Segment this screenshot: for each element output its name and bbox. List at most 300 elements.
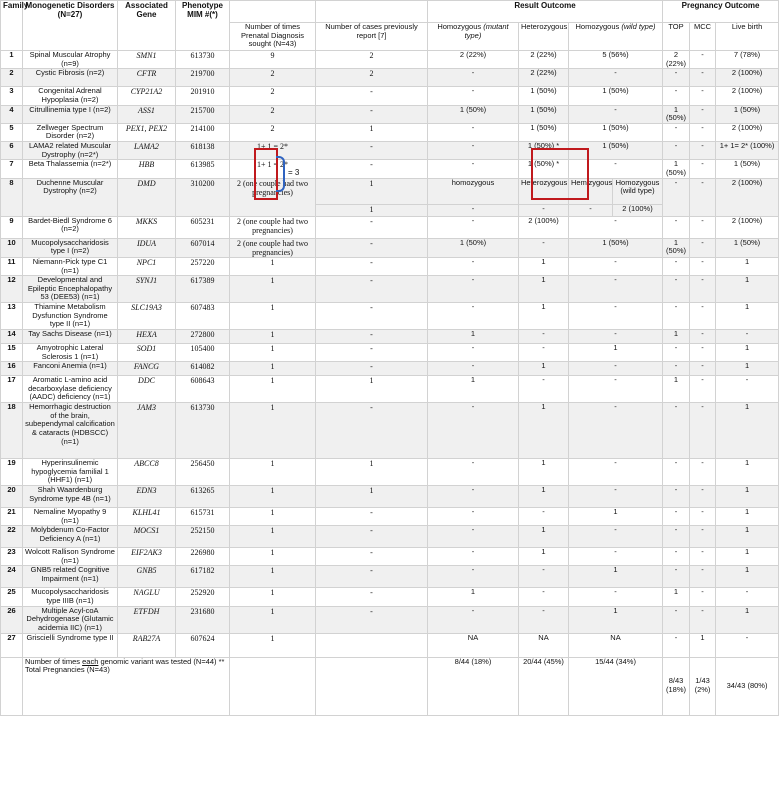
gene-cell: ABCC8	[118, 459, 176, 486]
homo-wild-cell: 1 (50%)	[569, 87, 663, 105]
homo-wild-cell: -	[569, 588, 663, 606]
family-cell: 13	[1, 303, 23, 330]
mim-cell: 613265	[176, 485, 230, 507]
family-cell: 14	[1, 329, 23, 343]
het-cell: 1 (50%)	[519, 105, 569, 123]
homo-mutant-cell: 1	[428, 329, 519, 343]
times-cell: 1	[230, 548, 316, 566]
homo-wild-cell: 2 (100%)	[613, 204, 663, 216]
het-cell: 1	[519, 459, 569, 486]
live-cell: 1	[716, 485, 779, 507]
cases-cell: -	[316, 216, 428, 238]
homo-mutant-cell: 1 (50%)	[428, 238, 519, 257]
mim-cell: 256450	[176, 459, 230, 486]
homo-mutant-cell: -	[428, 548, 519, 566]
live-cell: 1 (50%)	[716, 160, 779, 178]
homo-mutant-cell: -	[428, 362, 519, 376]
het-cell: -	[519, 329, 569, 343]
footer-family	[1, 657, 23, 715]
top-cell: 1	[663, 588, 690, 606]
family-cell: 19	[1, 459, 23, 486]
gene-cell: DMD	[118, 178, 176, 216]
homo-mutant-cell: 2 (22%)	[428, 51, 519, 69]
homo-mutant-cell: NA	[428, 633, 519, 657]
disorder-cell: Shah Waardenburg Syndrome type 4B (n=1)	[23, 485, 118, 507]
mcc-cell: -	[690, 376, 716, 403]
disorder-cell: Aromatic L-amino acid decarboxylase deficiency (AADC) deficiency (n=1)	[23, 376, 118, 403]
times-cell: 1	[230, 376, 316, 403]
cases-cell: -	[316, 362, 428, 376]
footer-top: 8/43 (18%)	[663, 657, 690, 715]
hemi-cell: -	[569, 204, 613, 216]
het-cell: -	[519, 204, 569, 216]
header-disorders: Monogenetic Disorders (N=27)	[23, 1, 118, 51]
table-row	[1, 459, 779, 486]
het-cell: -	[519, 588, 569, 606]
footer-homo-mutant: 8/44 (18%)	[428, 657, 519, 715]
times-cell: 1	[230, 633, 316, 657]
het-cell: 1 (50%)	[519, 87, 569, 105]
family-cell: 9	[1, 216, 23, 238]
het-cell: -	[519, 606, 569, 633]
top-cell: 1 (50%)	[663, 160, 690, 178]
table-row	[1, 606, 779, 633]
homo-wild-cell: -	[569, 303, 663, 330]
table-row	[1, 548, 779, 566]
top-cell: -	[663, 276, 690, 303]
homo-wild-cell: -	[569, 548, 663, 566]
times-cell: 1	[230, 276, 316, 303]
het-cell: 1	[519, 403, 569, 459]
homo-wild-cell: 1 (50%)	[569, 123, 663, 141]
gene-cell: PEX1, PEX2	[118, 123, 176, 141]
het-cell: 2 (100%)	[519, 216, 569, 238]
table-row	[1, 87, 779, 105]
table-row	[1, 160, 779, 178]
cases-cell: 1	[316, 123, 428, 141]
gene-cell: JAM3	[118, 403, 176, 459]
mim-cell: 215700	[176, 105, 230, 123]
gene-cell: CYP21A2	[118, 87, 176, 105]
mim-cell: 607624	[176, 633, 230, 657]
mim-cell: 617389	[176, 276, 230, 303]
family-cell: 21	[1, 507, 23, 525]
cases-cell: 1	[316, 459, 428, 486]
homo-wild-cell: Homozygous (wild type)	[613, 178, 663, 204]
cases-cell: -	[316, 548, 428, 566]
family-cell: 25	[1, 588, 23, 606]
homo-mutant-cell: -	[428, 276, 519, 303]
homo-mutant-cell: -	[428, 403, 519, 459]
top-cell: -	[663, 633, 690, 657]
family-cell: 23	[1, 548, 23, 566]
mcc-cell: -	[690, 526, 716, 548]
table-row	[1, 51, 779, 69]
homo-mutant-cell: -	[428, 507, 519, 525]
live-cell: 7 (78%)	[716, 51, 779, 69]
homo-wild-cell: -	[569, 526, 663, 548]
cases-cell: -	[316, 329, 428, 343]
het-cell: 2 (22%)	[519, 51, 569, 69]
family-cell: 3	[1, 87, 23, 105]
mim-cell: 231680	[176, 606, 230, 633]
top-cell: -	[663, 87, 690, 105]
cases-cell: -	[316, 276, 428, 303]
homo-mutant-cell: homozygous	[428, 178, 519, 204]
disorder-cell: Congenital Adrenal Hypoplasia (n=2)	[23, 87, 118, 105]
homo-mutant-cell: -	[428, 459, 519, 486]
cases-cell: -	[316, 142, 428, 160]
homo-mutant-cell: -	[428, 343, 519, 361]
family-cell: 4	[1, 105, 23, 123]
subheader-homo-mutant: Homozygous (mutant type)	[428, 23, 519, 51]
disorder-cell: Mucopolysaccharidosis type IIIB (n=1)	[23, 588, 118, 606]
mcc-cell: -	[690, 105, 716, 123]
gene-cell: NAGLU	[118, 588, 176, 606]
table-row	[1, 142, 779, 160]
cases-cell: -	[316, 238, 428, 257]
top-cell: -	[663, 343, 690, 361]
mcc-cell: 1	[690, 633, 716, 657]
family-cell: 27	[1, 633, 23, 657]
header-empty-1	[230, 1, 316, 23]
footer-row	[1, 657, 779, 715]
homo-wild-cell: -	[569, 216, 663, 238]
disorder-cell: LAMA2 related Muscular Dystrophy (n=2*)	[23, 142, 118, 160]
family-cell: 11	[1, 257, 23, 275]
mim-cell: 613730	[176, 51, 230, 69]
homo-mutant-cell: -	[428, 606, 519, 633]
mim-cell: 608643	[176, 376, 230, 403]
homo-mutant-cell: -	[428, 526, 519, 548]
live-cell: -	[716, 376, 779, 403]
homo-wild-cell: -	[569, 257, 663, 275]
mim-cell: 214100	[176, 123, 230, 141]
table-row	[1, 216, 779, 238]
live-cell: 2 (100%)	[716, 69, 779, 87]
footer-mcc: 1/43 (2%)	[690, 657, 716, 715]
het-cell: 2 (22%)	[519, 69, 569, 87]
times-cell: 1	[230, 606, 316, 633]
mim-cell: 310200	[176, 178, 230, 216]
het-cell: -	[519, 507, 569, 525]
family-cell: 7	[1, 160, 23, 178]
mim-cell: 201910	[176, 87, 230, 105]
mcc-cell: -	[690, 69, 716, 87]
cases-cell: 2	[316, 51, 428, 69]
gene-cell: ETFDH	[118, 606, 176, 633]
family-cell: 6	[1, 142, 23, 160]
mim-cell: 252150	[176, 526, 230, 548]
gene-cell: NPC1	[118, 257, 176, 275]
disorder-cell: GNB5 related Cognitive Impairment (n=1)	[23, 566, 118, 588]
subheader-live: Live birth	[716, 23, 779, 51]
bracket-brace	[276, 156, 285, 192]
mim-cell: 605231	[176, 216, 230, 238]
hemi-cell: Hemizygous	[569, 178, 613, 204]
homo-mutant-cell: -	[428, 303, 519, 330]
live-cell: 1+ 1= 2* (100%)	[716, 142, 779, 160]
times-cell: 1	[230, 403, 316, 459]
mim-cell: 607483	[176, 303, 230, 330]
times-cell: 1	[230, 485, 316, 507]
het-cell: 1 (50%) *	[519, 160, 569, 178]
mim-cell: 272800	[176, 329, 230, 343]
live-cell: 1	[716, 548, 779, 566]
cases-cell: -	[316, 403, 428, 459]
mcc-cell: -	[690, 238, 716, 257]
table-row	[1, 526, 779, 548]
mim-cell: 607014	[176, 238, 230, 257]
disorder-cell: Wolcott Rallison Syndrome (n=1)	[23, 548, 118, 566]
live-cell: 2 (100%)	[716, 87, 779, 105]
equals-3-label: = 3	[288, 168, 300, 177]
table-row	[1, 362, 779, 376]
homo-mutant-cell: -	[428, 123, 519, 141]
family-cell: 10	[1, 238, 23, 257]
mim-cell: 614082	[176, 362, 230, 376]
live-cell: 1 (50%)	[716, 105, 779, 123]
top-cell: -	[663, 526, 690, 548]
header-mim: Phenotype MIM #(*)	[176, 1, 230, 51]
times-cell: 1+ 1 = 2*	[230, 142, 316, 160]
times-cell: 1	[230, 588, 316, 606]
disorder-cell: Tay Sachs Disease (n=1)	[23, 329, 118, 343]
table-row	[1, 303, 779, 330]
top-cell: -	[663, 362, 690, 376]
cases-cell: -	[316, 507, 428, 525]
homo-wild-cell: -	[569, 276, 663, 303]
cases-cell	[316, 633, 428, 657]
table-row	[1, 376, 779, 403]
homo-mutant-cell: 1	[428, 376, 519, 403]
family-cell: 12	[1, 276, 23, 303]
subheader-mcc: MCC	[690, 23, 716, 51]
family-cell: 22	[1, 526, 23, 548]
mim-cell: 226980	[176, 548, 230, 566]
homo-wild-cell: -	[569, 403, 663, 459]
subheader-cases: Number of cases previously report [7]	[316, 23, 428, 51]
mim-cell: 615731	[176, 507, 230, 525]
gene-cell: SLC19A3	[118, 303, 176, 330]
het-cell: 1	[519, 548, 569, 566]
header-empty-2	[316, 1, 428, 23]
family-cell: 24	[1, 566, 23, 588]
cases-cell: -	[316, 526, 428, 548]
disorder-cell: Griscielli Syndrome type II	[23, 633, 118, 657]
disorder-cell: Spinal Muscular Atrophy (n=9)	[23, 51, 118, 69]
times-cell: 1	[230, 329, 316, 343]
family-cell: 16	[1, 362, 23, 376]
mcc-cell: -	[690, 485, 716, 507]
homo-mutant-cell: -	[428, 566, 519, 588]
subheader-homo-wild: Homozygous (wild type)	[569, 23, 663, 51]
top-cell: -	[663, 403, 690, 459]
cases-cell: -	[316, 343, 428, 361]
live-cell: 2 (100%)	[716, 123, 779, 141]
times-cell: 2 (one couple had two pregnancies)	[230, 238, 316, 257]
mim-cell: 613730	[176, 403, 230, 459]
times-cell: 1	[230, 507, 316, 525]
live-cell: 1	[716, 343, 779, 361]
disorder-cell: Niemann-Pick type C1 (n=1)	[23, 257, 118, 275]
table-row	[1, 507, 779, 525]
disorder-cell: Developmental and Epileptic Encephalopathy 53 (DEE53) (n=1)	[23, 276, 118, 303]
footer-live: 34/43 (80%)	[716, 657, 779, 715]
homo-wild-cell: -	[569, 160, 663, 178]
live-cell: 1	[716, 526, 779, 548]
times-cell: 2	[230, 69, 316, 87]
footer-het: 20/44 (45%)	[519, 657, 569, 715]
mcc-cell: -	[690, 403, 716, 459]
het-cell: 1	[519, 526, 569, 548]
het-cell: 1 (50%)	[519, 123, 569, 141]
mcc-cell: -	[690, 507, 716, 525]
homo-wild-cell: -	[569, 69, 663, 87]
top-cell: -	[663, 257, 690, 275]
times-cell: 9	[230, 51, 316, 69]
gene-cell: MOCS1	[118, 526, 176, 548]
table-row	[1, 329, 779, 343]
times-cell: 2	[230, 105, 316, 123]
top-cell: -	[663, 216, 690, 238]
disorder-cell: Duchenne Muscular Dystrophy (n=2)	[23, 178, 118, 216]
live-cell: 1	[716, 566, 779, 588]
family-cell: 8	[1, 178, 23, 216]
het-cell: -	[519, 566, 569, 588]
table-row	[1, 403, 779, 459]
gene-cell: SOD1	[118, 343, 176, 361]
table-row	[1, 257, 779, 275]
top-cell: -	[663, 69, 690, 87]
table-row	[1, 485, 779, 507]
het-cell: 1	[519, 303, 569, 330]
mim-cell: 618138	[176, 142, 230, 160]
mim-cell: 613985	[176, 160, 230, 178]
gene-cell: EDN3	[118, 485, 176, 507]
table-row	[1, 123, 779, 141]
cases-cell: 2	[316, 69, 428, 87]
live-cell: 1	[716, 303, 779, 330]
table-row	[1, 69, 779, 87]
family-cell: 5	[1, 123, 23, 141]
family-cell: 20	[1, 485, 23, 507]
mcc-cell: -	[690, 178, 716, 216]
times-cell: 1	[230, 303, 316, 330]
het-cell: 1	[519, 257, 569, 275]
gene-cell: HBB	[118, 160, 176, 178]
homo-wild-cell: 1 (50%)	[569, 238, 663, 257]
mcc-cell: -	[690, 160, 716, 178]
mcc-cell: -	[690, 216, 716, 238]
top-cell: -	[663, 459, 690, 486]
disorder-cell: Hemorrhagic destruction of the brain, subependymal calcification & cataracts (HDBSCC) (n=1)	[23, 403, 118, 459]
table-row	[1, 276, 779, 303]
het-cell: 1	[519, 362, 569, 376]
homo-wild-cell: NA	[569, 633, 663, 657]
het-cell: -	[519, 376, 569, 403]
gene-cell: SYNJ1	[118, 276, 176, 303]
family-cell: 26	[1, 606, 23, 633]
cases-cell: -	[316, 566, 428, 588]
disorder-cell: Mucopolysaccharidosis type I (n=2)	[23, 238, 118, 257]
mcc-cell: -	[690, 257, 716, 275]
footer-label: Number of times each genomic variant was tested (N=44) ** Total Pregnancies (N=43)	[23, 657, 230, 715]
homo-wild-cell: -	[569, 459, 663, 486]
live-cell: -	[716, 329, 779, 343]
subheader-times: Number of times Prenatal Diagnosis sought (N=43)	[230, 23, 316, 51]
times-cell: 1	[230, 362, 316, 376]
times-cell: 1	[230, 526, 316, 548]
top-cell: -	[663, 123, 690, 141]
gene-cell: EIF2AK3	[118, 548, 176, 566]
het-cell: 1	[519, 485, 569, 507]
footer-homo-wild: 15/44 (34%)	[569, 657, 663, 715]
times-cell: 2 (one couple had two pregnancies)	[230, 216, 316, 238]
disorder-cell: Multiple Acyl-coA Dehydrogenase (Glutamic acidemia IIC) (n=1)	[23, 606, 118, 633]
mim-cell: 257220	[176, 257, 230, 275]
mcc-cell: -	[690, 303, 716, 330]
disorder-cell: Fanconi Anemia (n=1)	[23, 362, 118, 376]
family-cell: 1	[1, 51, 23, 69]
top-cell: -	[663, 606, 690, 633]
header-family: Family	[1, 1, 23, 51]
cases-cell: -	[316, 105, 428, 123]
live-cell: 1	[716, 257, 779, 275]
gene-cell: SMN1	[118, 51, 176, 69]
het-cell: NA	[519, 633, 569, 657]
het-cell: 1 (50%) *	[519, 142, 569, 160]
top-cell: -	[663, 142, 690, 160]
mcc-cell: -	[690, 87, 716, 105]
homo-mutant-cell: -	[428, 69, 519, 87]
disorder-cell: Zellweger Spectrum Disorder (n=2)	[23, 123, 118, 141]
family-cell: 17	[1, 376, 23, 403]
gene-cell: RAB27A	[118, 633, 176, 657]
gene-cell: CFTR	[118, 69, 176, 87]
top-cell: 1 (50%)	[663, 105, 690, 123]
mcc-cell: -	[690, 123, 716, 141]
header-pregnancy-outcome: Pregnancy Outcome	[663, 1, 779, 23]
homo-mutant-cell: 1	[428, 588, 519, 606]
disorder-cell: Bardet-Biedl Syndrome 6 (n=2)	[23, 216, 118, 238]
gene-cell: KLHL41	[118, 507, 176, 525]
table-row	[1, 178, 779, 204]
gene-cell: IDUA	[118, 238, 176, 257]
top-cell: -	[663, 485, 690, 507]
times-cell: 1+ 1 = 2*	[230, 160, 316, 178]
live-cell: 1	[716, 507, 779, 525]
het-cell: -	[519, 238, 569, 257]
gene-cell: LAMA2	[118, 142, 176, 160]
homo-wild-cell: 1	[569, 566, 663, 588]
homo-wild-cell: -	[569, 362, 663, 376]
mcc-cell: -	[690, 548, 716, 566]
table-row	[1, 633, 779, 657]
top-cell: 1	[663, 376, 690, 403]
disorder-cell: Amyotrophic Lateral Sclerosis 1 (n=1)	[23, 343, 118, 361]
times-cell: 2	[230, 123, 316, 141]
disorder-cell: Citrullinemia type I (n=2)	[23, 105, 118, 123]
disorder-cell: Molybdenum Co-Factor Deficiency A (n=1)	[23, 526, 118, 548]
homo-wild-cell: 1	[569, 507, 663, 525]
mcc-cell: -	[690, 51, 716, 69]
cases-cell: 1	[316, 376, 428, 403]
top-cell: -	[663, 178, 690, 216]
homo-wild-cell: -	[569, 376, 663, 403]
live-cell: 2 (100%)	[716, 178, 779, 216]
mim-cell: 252920	[176, 588, 230, 606]
